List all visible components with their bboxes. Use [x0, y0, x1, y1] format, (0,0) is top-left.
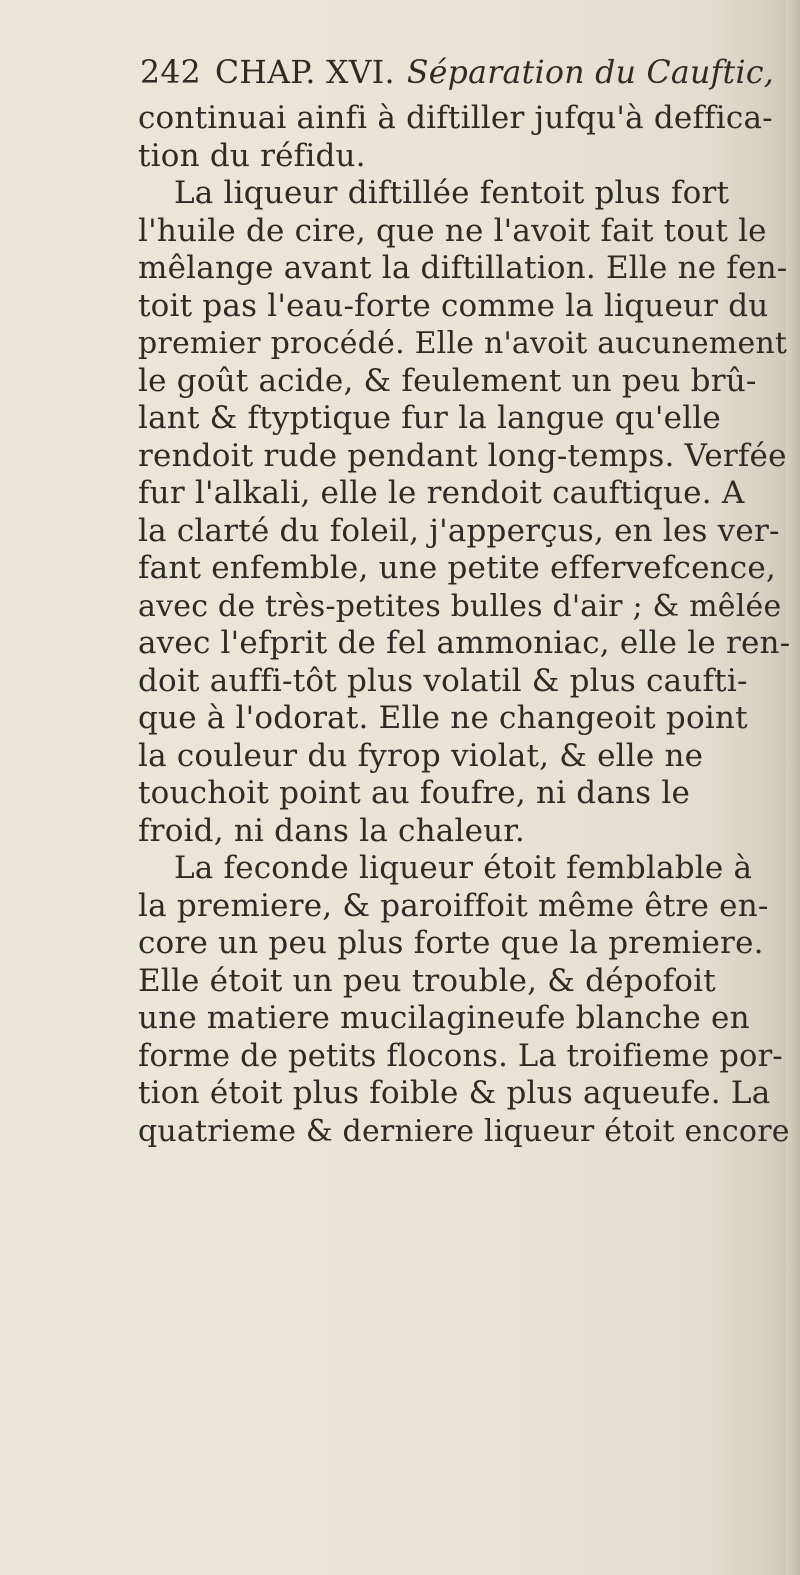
text-line: La liqueur diftillée fentoit plus fort: [174, 175, 730, 211]
text-line: la couleur du fyrop violat, & elle ne: [138, 737, 704, 774]
text-line: lant & ftyptique fur la langue qu'elle: [138, 400, 721, 436]
text-line: fant enfemble, une petite effervefcence,: [138, 550, 776, 586]
text-line: une matiere mucilagineufe blanche en: [138, 1000, 750, 1036]
text-line: touchoit point au foufre, ni dans le: [138, 775, 691, 811]
text-line: core un peu plus forte que la premiere.: [138, 925, 764, 961]
text-line: rendoit rude pendant long-temps. Verfée: [138, 437, 787, 474]
text-line: La feconde liqueur étoit femblable à: [174, 850, 753, 886]
text-line: fur l'alkali, elle le rendoit cauftique. A: [138, 475, 745, 511]
chapter-label: CHAP. XVI.: [215, 55, 395, 91]
body-text: [138, 100, 790, 1150]
text-line: le goût acide, & feulement un peu brû-: [138, 362, 757, 399]
text-line: toit pas l'eau-forte comme la liqueur du: [138, 287, 769, 324]
text-line: continuai ainfi à diftiller jufqu'à deffica-: [138, 100, 773, 136]
text-line: premier procédé. Elle n'avoit aucunement: [138, 326, 788, 361]
text-line: mêlange avant la diftillation. Elle ne fen-: [138, 250, 788, 286]
text-line: forme de petits flocons. La troifieme por-: [138, 1038, 783, 1074]
text-line: la clarté du foleil, j'apperçus, en les ver-: [138, 512, 780, 549]
text-line: avec de très-petites bulles d'air ; & mêlée: [138, 588, 782, 624]
text-line: froid, ni dans la chaleur.: [138, 812, 525, 849]
text-line: Elle étoit un peu trouble, & dépofoit: [138, 962, 716, 999]
text-line: que à l'odorat. Elle ne changeoit point: [138, 700, 748, 736]
text-line: quatrieme & derniere liqueur étoit encore: [138, 1113, 790, 1149]
text-line: doit auffi-tôt plus volatil & plus caufti-: [138, 662, 748, 699]
running-header: [140, 48, 780, 98]
text-line: la premiere, & paroiffoit même être en-: [138, 887, 769, 924]
page-number: 242: [140, 55, 202, 91]
running-title: Séparation du Cauftic,: [406, 55, 775, 91]
text-line: l'huile de cire, que ne l'avoit fait tout le: [138, 212, 767, 249]
text-line: tion du réfidu.: [138, 137, 366, 174]
text-line: tion étoit plus foible & plus aqueufe. La: [138, 1075, 771, 1111]
text-line: avec l'efprit de fel ammoniac, elle le ren-: [138, 625, 790, 661]
